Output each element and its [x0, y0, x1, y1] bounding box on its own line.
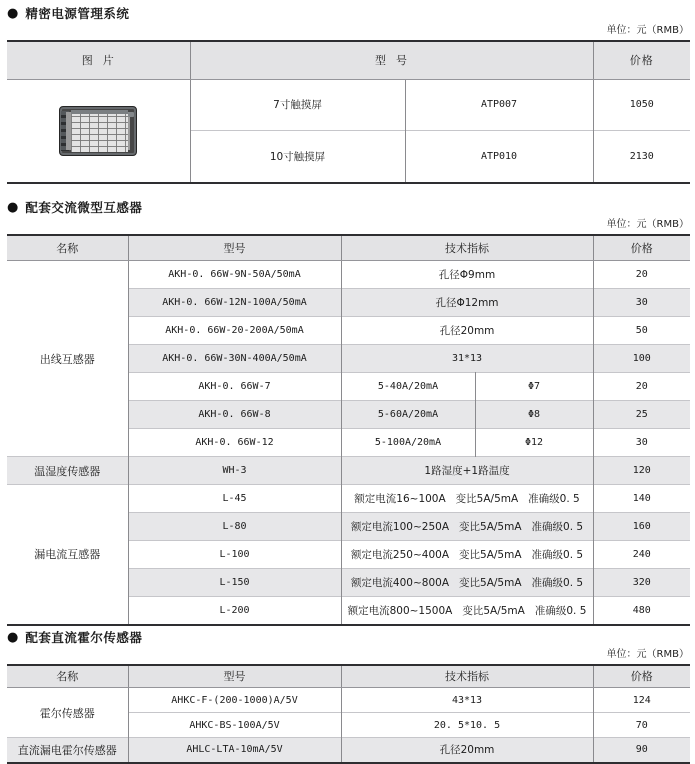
section-heading: [7, 6, 690, 22]
section-ac-micro-transformers: [7, 200, 690, 626]
column-header-model: 型 号: [190, 41, 593, 79]
spec-diameter-cell: Φ7: [475, 373, 593, 401]
unit-label: 单位：元（RMB）: [606, 25, 689, 36]
column-header-spec: 技术指标: [341, 235, 593, 261]
spec-cell: 额定电流16~100A 变比5A/5mA 准确级0. 5: [341, 485, 593, 513]
price-cell: 30: [593, 289, 690, 317]
section-heading: [7, 200, 690, 216]
price-cell: 50: [593, 317, 690, 345]
power-management-price-table: [7, 40, 690, 184]
model-cell: AHLC-LTA-10mA/5V: [128, 738, 341, 763]
model-cell: AKH-0. 66W-30N-400A/50mA: [128, 345, 341, 373]
table-header-row: [7, 235, 690, 261]
spec-cell: 孔径20mm: [341, 738, 593, 763]
group-name-cell: 漏电流互感器: [7, 485, 128, 625]
spec-range-cell: 5-40A/20mA: [341, 373, 475, 401]
section-title: 精密电源管理系统: [25, 6, 130, 21]
price-cell: 480: [593, 597, 690, 625]
group-name-cell: 出线互感器: [7, 261, 128, 457]
spec-diameter-cell: Φ12: [475, 429, 593, 457]
spec-cell: 20. 5*10. 5: [341, 713, 593, 738]
section-title: 配套交流微型互感器: [25, 199, 143, 215]
device-screen-grid: [71, 110, 128, 152]
group-name-cell: 直流漏电霍尔传感器: [7, 738, 128, 763]
spec-cell: 额定电流250~400A 变比5A/5mA 准确级0. 5: [341, 541, 593, 569]
table-header-row: [7, 41, 690, 79]
price-cell: 100: [593, 345, 690, 373]
price-cell: 140: [593, 485, 690, 513]
section-title: 配套直流霍尔传感器: [25, 629, 143, 645]
spec-diameter-cell: Φ8: [475, 401, 593, 429]
model-cell: AKH-0. 66W-12N-100A/50mA: [128, 289, 341, 317]
model-cell: AKH-0. 66W-20-200A/50mA: [128, 317, 341, 345]
model-cell: L-100: [128, 541, 341, 569]
model-cell: AKH-0. 66W-12: [128, 429, 341, 457]
model-cell: L-150: [128, 569, 341, 597]
bullet-icon: ●: [7, 6, 19, 21]
spec-cell: 43*13: [341, 688, 593, 713]
unit-label: 单位：元（RMB）: [606, 218, 689, 230]
price-cell: 90: [593, 738, 690, 763]
table-row: [7, 261, 690, 289]
spec-range-cell: 5-100A/20mA: [341, 429, 475, 457]
column-header-spec: 技术指标: [341, 665, 593, 688]
table-header-row: [7, 665, 690, 688]
table-row: [7, 688, 690, 713]
group-name-cell: 霍尔传感器: [7, 688, 128, 738]
price-cell: 320: [593, 569, 690, 597]
price-cell: 160: [593, 513, 690, 541]
spec-cell: 额定电流800~1500A 变比5A/5mA 准确级0. 5: [341, 597, 593, 625]
price-cell: 124: [593, 688, 690, 713]
column-header-name: 名称: [7, 665, 128, 688]
variant-cell: 10寸触摸屏: [190, 131, 405, 183]
table-row: [7, 457, 690, 485]
spec-cell: 1路湿度+1路温度: [341, 457, 593, 485]
touchscreen-device-image: [59, 106, 137, 156]
model-cell: ATP007: [405, 79, 593, 131]
column-header-picture: 图 片: [7, 41, 190, 79]
model-cell: AKH-0. 66W-9N-50A/50mA: [128, 261, 341, 289]
price-cell: 25: [593, 401, 690, 429]
model-cell: ATP010: [405, 131, 593, 183]
spec-cell: 额定电流400~800A 变比5A/5mA 准确级0. 5: [341, 569, 593, 597]
device-screen-titlebar: [71, 110, 128, 114]
model-cell: AKH-0. 66W-7: [128, 373, 341, 401]
dc-hall-sensor-price-table: [7, 664, 690, 764]
spec-cell: 孔径Φ9mm: [341, 261, 593, 289]
price-cell: 20: [593, 261, 690, 289]
unit-label: 单位：元（RMB）: [606, 648, 689, 660]
column-header-price: 价格: [593, 665, 690, 688]
spec-cell: 31*13: [341, 345, 593, 373]
column-header-model: 型号: [128, 235, 341, 261]
model-cell: AKH-0. 66W-8: [128, 401, 341, 429]
model-cell: L-80: [128, 513, 341, 541]
group-name-cell: 温湿度传感器: [7, 457, 128, 485]
section-dc-hall-sensors: [7, 630, 690, 764]
column-header-price: 价格: [593, 235, 690, 261]
column-header-price: 价格: [593, 41, 690, 79]
table-row: [7, 738, 690, 763]
model-cell: L-200: [128, 597, 341, 625]
product-picture-cell: [7, 79, 190, 183]
price-cell: 70: [593, 713, 690, 738]
price-cell: 2130: [593, 131, 690, 183]
device-corner-button: [128, 112, 134, 117]
table-row: [7, 485, 690, 513]
spec-cell: 额定电流100~250A 变比5A/5mA 准确级0. 5: [341, 513, 593, 541]
model-cell: AHKC-BS-100A/5V: [128, 713, 341, 738]
column-header-model: 型号: [128, 665, 341, 688]
column-header-name: 名称: [7, 235, 128, 261]
ac-transformer-price-table: [7, 234, 690, 626]
price-cell: 120: [593, 457, 690, 485]
price-cell: 240: [593, 541, 690, 569]
section-heading: [7, 630, 690, 646]
section-power-management: [7, 6, 690, 184]
variant-cell: 7寸触摸屏: [190, 79, 405, 131]
spec-range-cell: 5-60A/20mA: [341, 401, 475, 429]
price-cell: 1050: [593, 79, 690, 131]
price-cell: 30: [593, 429, 690, 457]
price-cell: 20: [593, 373, 690, 401]
bullet-icon: ●: [7, 199, 19, 215]
spec-cell: 孔径Φ12mm: [341, 289, 593, 317]
spec-cell: 孔径20mm: [341, 317, 593, 345]
model-cell: WH-3: [128, 457, 341, 485]
table-row: [7, 79, 690, 131]
bullet-icon: ●: [7, 629, 19, 645]
model-cell: AHKC-F-(200-1000)A/5V: [128, 688, 341, 713]
model-cell: L-45: [128, 485, 341, 513]
